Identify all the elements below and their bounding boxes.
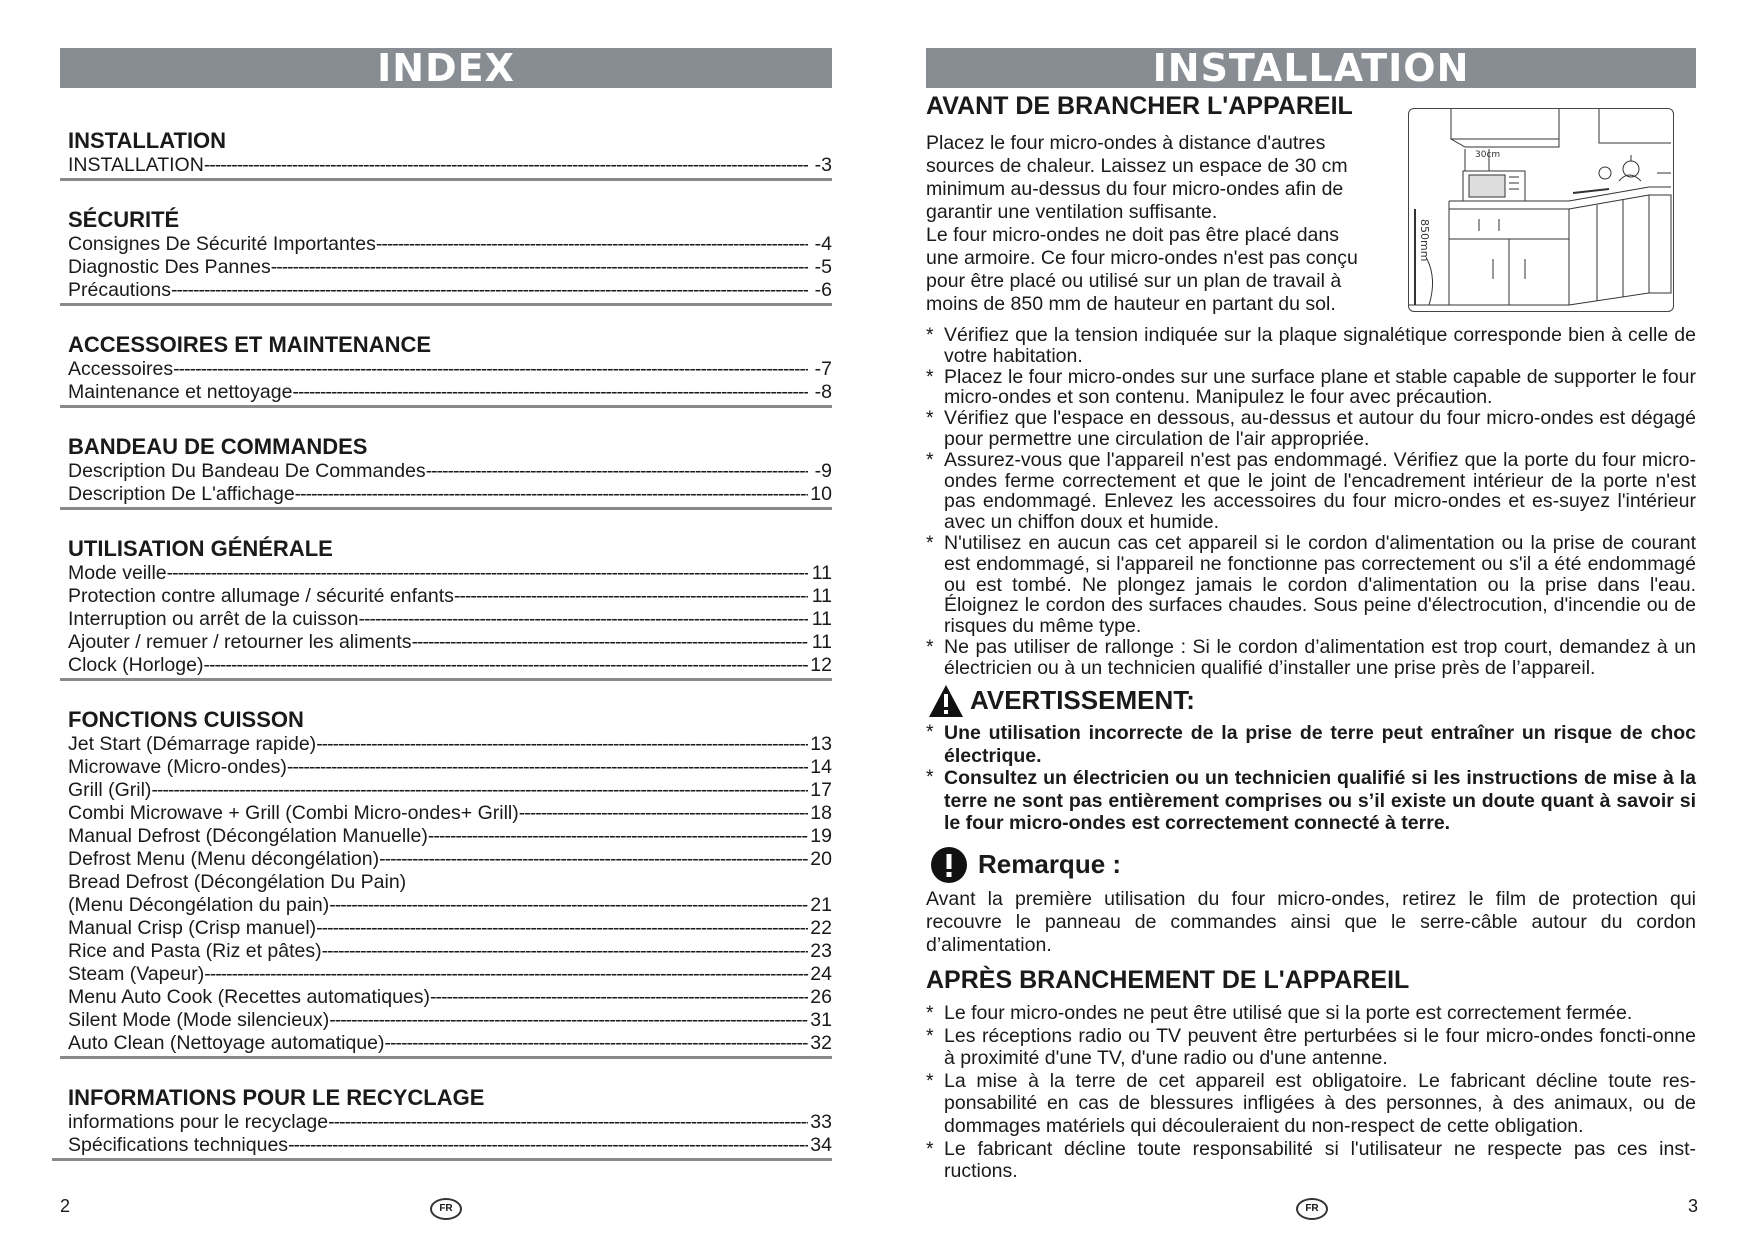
index-leader [454, 585, 808, 608]
index-section-title: SÉCURITÉ [68, 207, 180, 232]
bullet-text: Le four micro-ondes ne peut être utilisé que si la porte est correctement fermée. [944, 1002, 1633, 1024]
index-section [60, 536, 832, 681]
index-section [60, 707, 832, 1059]
index-entry [68, 483, 832, 506]
bullet-item [926, 367, 1696, 409]
index-entry-page: -5 [814, 256, 832, 278]
index-entry [68, 279, 832, 302]
index-entry-page: 24 [810, 963, 832, 985]
index-entry-page: 10 [810, 483, 832, 505]
index-entry-page: 14 [810, 756, 832, 778]
index-entry-label: (Menu Décongélation du pain) [68, 894, 330, 916]
index-leader [171, 279, 808, 302]
index-leader [329, 894, 808, 917]
index-leader [203, 654, 808, 677]
before-text-line: Placez le four micro-ondes à distance d'autres [926, 132, 1326, 154]
warning-header [928, 684, 1698, 718]
before-connecting-title: AVANT DE BRANCHER L'APPAREIL [926, 92, 1353, 120]
index-entry [68, 562, 832, 585]
index-entry-page: 20 [810, 848, 832, 870]
index-entry [68, 233, 832, 256]
bullet-text: Vérifiez que l'espace en dessous, au-dessus et autour du four micro-ondes est dégagé pour permettre une circulation de l'air appropriée. [944, 407, 1696, 450]
index-entry-page: 17 [810, 779, 832, 801]
index-leader [316, 733, 808, 756]
index-entry [68, 848, 832, 871]
installation-bullets [926, 325, 1696, 679]
index-entry-label: Consignes De Sécurité Importantes [68, 233, 376, 255]
note-text: Avant la première utilisation du four micro-ondes, retirez le film de protection qui recouvre le panneau de commandes ainsi que le serre-câble autour du cordon d’alimentation. [926, 888, 1696, 956]
after-connecting-bullets [926, 1002, 1696, 1183]
bullet-item [926, 450, 1696, 533]
warning-bullets [926, 722, 1696, 835]
bullet-item [926, 325, 1696, 367]
index-entry-label: Rice and Pasta (Riz et pâtes) [68, 940, 322, 962]
index-entry-page: 22 [810, 917, 832, 939]
index-entry-label: Auto Clean (Nettoyage automatique) [68, 1032, 385, 1054]
index-entry [68, 802, 832, 825]
bullet-text: Les réceptions radio ou TV peuvent être perturbées si le four micro-ondes foncti-onne à proximité d'une TV, d'une radio ou d'une antenne. [944, 1024, 1696, 1070]
bullet-text: Consultez un électricien ou un technicien qualifié si les instructions de mise à la terre ne sont pas entièrement comprises ou s’il existe un doute quant à savoir si le four micro-ondes est correctement connecté à terre. [944, 767, 1696, 835]
bullet-marker: * [926, 365, 934, 388]
index-entry-page: 31 [810, 1009, 832, 1031]
index-entry-label: Description De L'affichage [68, 483, 295, 505]
bullet-text: La mise à la terre de cet appareil est obligatoire. Le fabricant décline toute res-ponsabilité en cas de blessures infligées à des personnes, à des animaux, ou de dommages matériels qui découleraient du non-respect de cette obligation. [944, 1069, 1696, 1137]
fr-badge-left: FR [430, 1198, 462, 1220]
index-entry [68, 986, 832, 1009]
index-entry-label: Protection contre allumage / sécurité enfants [68, 585, 454, 607]
kitchen-illustration [1408, 108, 1674, 312]
index-entry [68, 1111, 832, 1134]
index-entry-page: 19 [810, 825, 832, 847]
index-entry-label: informations pour le recyclage [68, 1111, 329, 1133]
index-entry-page: 11 [811, 631, 832, 653]
bullet-item [926, 1025, 1696, 1070]
index-entry-label: Ajouter / remuer / retourner les aliments [68, 631, 412, 653]
index-entry [68, 1009, 832, 1032]
index-section-title: UTILISATION GÉNÉRALE [68, 536, 333, 561]
index-entry-label: Microwave (Micro-ondes) [68, 756, 287, 778]
bullet-text: Placez le four micro-ondes sur une surface plane et stable capable de supporter le four micro-ondes et son contenu. Manipulez le four avec précaution. [944, 365, 1696, 409]
index-section [52, 1085, 832, 1161]
index-entry-page: -9 [814, 460, 832, 482]
index-entry [68, 894, 832, 917]
index-entry-page: 21 [810, 894, 832, 916]
index-entry [68, 154, 832, 177]
bullet-marker: * [926, 531, 934, 554]
bullet-marker: * [926, 1137, 934, 1160]
bullet-marker: * [926, 1069, 934, 1092]
warning-title: AVERTISSEMENT: [970, 685, 1195, 715]
index-entry-label: Mode veille [68, 562, 167, 584]
bullet-marker: * [926, 324, 934, 346]
index-entry-label: Manual Crisp (Crisp manuel) [68, 917, 317, 939]
before-text-line: garantir une ventilation suffisante. [926, 201, 1218, 223]
index-entry-page: 13 [810, 733, 832, 755]
bullet-text: Ne pas utiliser de rallonge : Si le cordon d’alimentation est trop court, demandez à un électricien ou à un technicien qualifié d’installer une prise près de l’appareil. [944, 635, 1696, 679]
bullet-marker: * [926, 1002, 934, 1024]
index-entry [68, 733, 832, 756]
bullet-marker: * [926, 407, 934, 430]
bullet-item [926, 767, 1696, 835]
index-section-title: BANDEAU DE COMMANDES [68, 434, 368, 459]
index-entry [68, 608, 832, 631]
bullet-item [926, 1002, 1696, 1025]
index-entry-label: Interruption ou arrêt de la cuisson [68, 608, 359, 630]
index-entry-label: Steam (Vapeur) [68, 963, 205, 985]
index-entry-label: Bread Defrost (Décongélation Du Pain) [68, 871, 407, 893]
index-entry [68, 940, 832, 963]
index-leader [379, 848, 808, 871]
bullet-item [926, 722, 1696, 767]
index-entry-page: 11 [811, 562, 832, 584]
index-entry-label: Spécifications techniques [68, 1134, 289, 1156]
page-number-left: 2 [60, 1196, 71, 1216]
index-entry [68, 585, 832, 608]
index-section-title: ACCESSOIRES ET MAINTENANCE [68, 332, 432, 357]
label-30cm: 30cm [1475, 150, 1501, 160]
note-title: Remarque : [978, 849, 1122, 879]
bullet-marker: * [926, 1024, 934, 1047]
index-entry-page: 18 [810, 802, 832, 824]
index-section [60, 207, 832, 306]
index-entry-page: -7 [814, 358, 832, 380]
index-section-title: INFORMATIONS POUR LE RECYCLAGE [68, 1085, 485, 1110]
index-leader [316, 917, 808, 940]
index-entry [68, 1134, 832, 1157]
index-leader [430, 986, 808, 1009]
bullet-marker: * [926, 721, 934, 743]
index-entry [68, 654, 832, 677]
index-entry-label: INSTALLATION [68, 154, 204, 176]
index-entry-label: Accessoires [68, 358, 174, 380]
index-entry [68, 871, 832, 894]
index-entry-label: Defrost Menu (Menu décongélation) [68, 848, 380, 870]
page-number-right: 3 [1688, 1196, 1699, 1216]
index-entry-page: 11 [811, 585, 832, 607]
before-text-line: moins de 850 mm de hauteur en partant du sol. [926, 293, 1336, 315]
kitchen-drawing [1409, 109, 1673, 311]
index-leader [151, 779, 808, 802]
index-entry [68, 825, 832, 848]
index-entry-page: 34 [810, 1134, 832, 1156]
index-section [60, 332, 832, 408]
bullet-item [926, 1138, 1696, 1183]
index-entry-label: Manual Defrost (Décongélation Manuelle) [68, 825, 428, 847]
index-leader [173, 358, 808, 381]
index-leader [292, 381, 808, 404]
exclamation-icon [930, 846, 968, 884]
bullet-item [926, 408, 1696, 450]
index-leader [328, 1111, 808, 1134]
index-entry-label: Combi Microwave + Grill (Combi Micro-ondes+ Grill) [68, 802, 519, 824]
index-leader [322, 940, 808, 963]
index-section-title: INSTALLATION [68, 128, 227, 153]
index-entry [68, 256, 832, 279]
index-entry-page: 11 [811, 608, 832, 630]
bullet-text: Une utilisation incorrecte de la prise de terre peut entraîner un risque de choc électrique. [944, 722, 1696, 767]
index-section [60, 128, 832, 181]
warning-triangle-icon [928, 684, 964, 718]
index-leader [385, 1032, 808, 1055]
before-text-line: pour être placé ou utilisé sur un plan de travail à [926, 270, 1342, 292]
index-entry-page: -3 [814, 154, 832, 176]
note-header [930, 846, 1700, 882]
before-text-line: Le four micro-ondes ne doit pas être placé dans [926, 224, 1339, 246]
bullet-item [926, 637, 1696, 679]
index-entry-label: Diagnostic Des Pannes [68, 256, 271, 278]
index-entry-label: Précautions [68, 279, 171, 301]
index-entry-label: Clock (Horloge) [68, 654, 204, 676]
before-text-line: sources de chaleur. Laissez un espace de 30 cm [926, 155, 1348, 177]
index-entry-page: -4 [814, 233, 832, 255]
index-entry [68, 358, 832, 381]
index-entry-page: -6 [814, 279, 832, 301]
index-entry [68, 756, 832, 779]
index-entry-label: Maintenance et nettoyage [68, 381, 293, 403]
index-entry [68, 1032, 832, 1055]
index-leader [167, 562, 808, 585]
bullet-item [926, 1070, 1696, 1138]
index-leader [271, 256, 808, 279]
index-leader [428, 825, 808, 848]
index-leader [376, 233, 808, 256]
index-section [60, 434, 832, 510]
index-banner: INDEX [60, 48, 832, 88]
index-entry-page: 23 [810, 940, 832, 962]
index-entry [68, 460, 832, 483]
index-section-title: FONCTIONS CUISSON [68, 707, 304, 732]
installation-page [926, 0, 1699, 1241]
index-leader [288, 1134, 808, 1157]
index-leader [295, 483, 808, 506]
index-entry-label: Menu Auto Cook (Recettes automatiques) [68, 986, 431, 1008]
index-leader [519, 802, 808, 825]
before-text-line: une armoire. Ce four micro-ondes n'est pas conçu [926, 247, 1358, 269]
index-leader [287, 756, 808, 779]
index-list [60, 128, 832, 1187]
index-entry-page: -8 [814, 381, 832, 403]
index-leader [412, 631, 808, 654]
bullet-marker: * [926, 448, 934, 471]
index-entry-label: Description Du Bandeau De Commandes [68, 460, 426, 482]
bullet-marker: * [926, 766, 934, 789]
index-leader [204, 154, 808, 177]
after-connecting-title: APRÈS BRANCHEMENT DE L'APPAREIL [926, 966, 1410, 994]
index-entry [68, 963, 832, 986]
before-connecting-text [926, 132, 1406, 316]
before-text-line: minimum au-dessus du four micro-ondes afin de [926, 178, 1344, 200]
bullet-text: N'utilisez en aucun cas cet appareil si le cordon d'alimentation ou la prise de courant est endommagé, si l'appareil ne fonctionne pas correctement ou s'il a été endommagé ou est tombé. Ne plongez jamais le cordon d'alimentation ou la prise dans l'eau. Éloignez le cordon des surfaces chaudes. Sous peine d'électrocution, d'incendie ou de risques du même type. [944, 531, 1696, 638]
index-leader [204, 963, 808, 986]
index-entry-page: 26 [810, 986, 832, 1008]
installation-banner: INSTALLATION [926, 48, 1696, 88]
label-850mm: 850mm [1418, 219, 1431, 262]
index-entry [68, 917, 832, 940]
index-entry-page: 32 [810, 1032, 832, 1054]
index-entry [68, 381, 832, 404]
index-leader [426, 460, 808, 483]
index-entry-page: 12 [810, 654, 832, 676]
bullet-marker: * [926, 635, 934, 658]
index-leader [329, 1009, 808, 1032]
bullet-text: Assurez-vous que l'appareil n'est pas endommagé. Vérifiez que la porte du four micro-ondes ferme correctement et que le joint de l'encadrement intérieur de la porte n'est pas endommagé. Enlevez les accessoires du four micro-ondes et es-suyez l'intérieur avec un chiffon doux et humide. [944, 448, 1696, 534]
index-entry [68, 779, 832, 802]
index-entry-label: Jet Start (Démarrage rapide) [68, 733, 317, 755]
index-entry-label: Silent Mode (Mode silencieux) [68, 1009, 330, 1031]
fr-badge-right: FR [1296, 1198, 1328, 1220]
index-entry-label: Grill (Gril) [68, 779, 152, 801]
bullet-item [926, 533, 1696, 637]
index-entry-page: 33 [810, 1111, 832, 1133]
index-entry [68, 631, 832, 654]
index-leader [359, 608, 808, 631]
bullet-text: Le fabricant décline toute responsabilité si l'utilisateur ne respecte pas ces inst-ructions. [944, 1137, 1696, 1183]
bullet-text: Vérifiez que la tension indiquée sur la plaque signalétique corresponde bien à celle de votre habitation. [944, 324, 1696, 367]
